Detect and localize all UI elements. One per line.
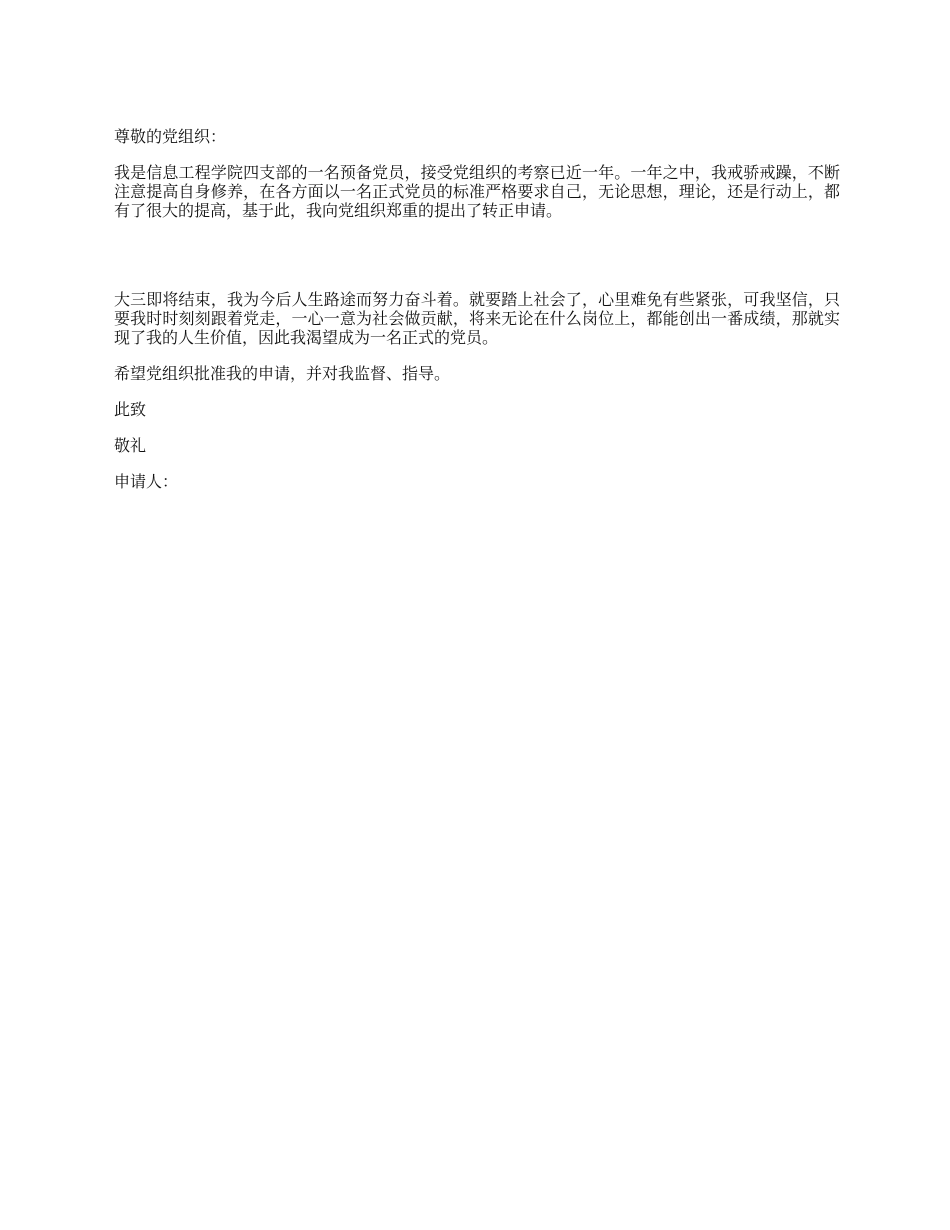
closing-line-2: 敬礼 <box>114 436 147 455</box>
paragraph-aspiration: 大三即将结束，我为今后人生路途而努力奋斗着。就要踏上社会了，心里难免有些紧张，可我坚信，只要我时时刻刻跟着党走，一心一意为社会做贡献，将来无论在什么岗位上，都能创出一番成绩，那就实现了我的人生价值，因此我渴望成为一名正式的党员。 <box>114 290 840 347</box>
document-page <box>114 127 840 508</box>
paragraph-spacer <box>114 237 840 290</box>
closing-line-1: 此致 <box>114 400 147 419</box>
paragraph-request: 希望党组织批准我的申请，并对我监督、指导。 <box>114 364 451 383</box>
signature-line: 申请人： <box>114 472 179 491</box>
paragraph-intro: 我是信息工程学院四支部的一名预备党员，接受党组织的考察已近一年。一年之中，我戒骄戒躁，不断注意提高自身修养，在各方面以一名正式党员的标准严格要求自己，无论思想，理论，还是行动上，都有了很大的提高，基于此，我向党组织郑重的提出了转正申请。 <box>114 163 840 220</box>
salutation: 尊敬的党组织： <box>114 127 227 146</box>
